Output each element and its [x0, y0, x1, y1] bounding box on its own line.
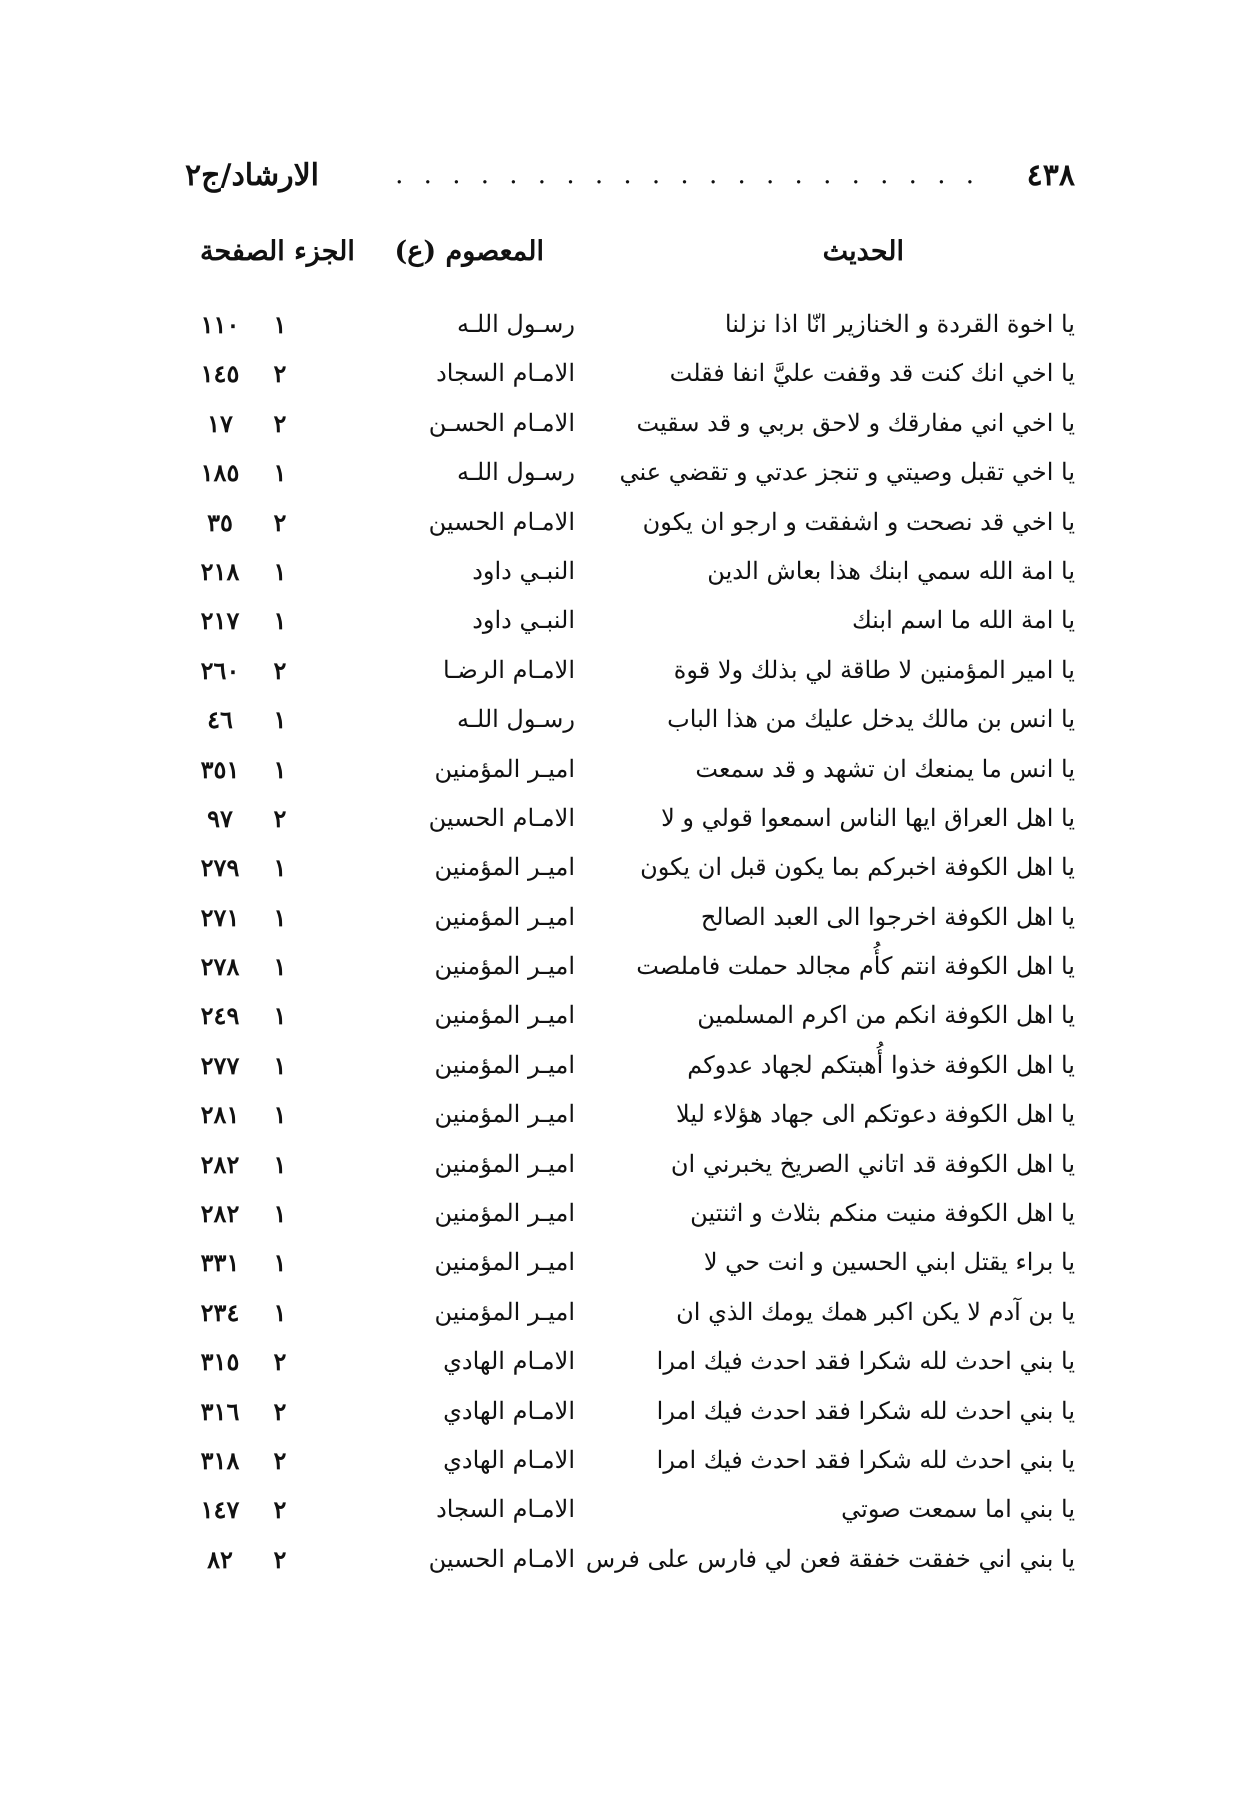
- hadith-text: يا اخي انك كنت قد وقفت عليَّ انفا فقلت: [669, 359, 1075, 388]
- volume-number: ١: [273, 1100, 287, 1130]
- column-header-person: المعصوم (ع): [394, 236, 544, 267]
- page-reference: ٩٧: [207, 803, 233, 833]
- column-header-part-page: الجزء الصفحة: [200, 236, 355, 267]
- infallible-name: رسـول اللـه: [456, 310, 575, 338]
- table-row: [180, 755, 1075, 804]
- hadith-text: يا اخوة القردة و الخنازير انّا اذا نزلنا: [724, 310, 1075, 338]
- volume-number: ٢: [273, 1396, 287, 1426]
- volume-number: ٢: [273, 1445, 287, 1475]
- page-reference: ١٨٥: [200, 458, 240, 488]
- hadith-text: يا اهل الكوفة خذوا أُهبتكم لجهاد عدوكم: [687, 1050, 1075, 1079]
- volume-number: ١: [273, 1297, 287, 1327]
- page-reference: ٢٧١: [200, 902, 240, 932]
- page-reference: ٢٧٨: [200, 952, 240, 982]
- table-row: [180, 1248, 1075, 1297]
- table-row: [180, 310, 1075, 359]
- running-head: [185, 158, 1075, 206]
- infallible-name: اميـر المؤمنين: [434, 1050, 575, 1079]
- table-row: [180, 1051, 1075, 1100]
- table-row: [180, 1545, 1075, 1594]
- hadith-text: يا بني اني خفقت خفقة فعن لي فارس على فرس: [585, 1544, 1075, 1573]
- volume-number: ١: [273, 606, 287, 636]
- hadith-text: يا اخي قد نصحت و اشفقت و ارجو ان يكون: [642, 507, 1075, 536]
- column-header-hadith: الحديث: [822, 236, 904, 267]
- page-reference: ٣٣١: [200, 1248, 240, 1278]
- infallible-name: اميـر المؤمنين: [434, 902, 575, 931]
- page-reference: ٢١٧: [200, 606, 240, 636]
- page-reference: ٣٥١: [200, 754, 240, 784]
- volume-number: ٢: [273, 803, 287, 833]
- volume-number: ٢: [273, 1347, 287, 1377]
- hadith-text: يا اهل الكوفة منيت منكم بثلاث و اثنتين: [690, 1199, 1075, 1228]
- table-row: [180, 952, 1075, 1001]
- table-row: [180, 656, 1075, 705]
- page-reference: ٢٨١: [200, 1100, 240, 1130]
- hadith-text: يا اهل الكوفة قد اتاني الصريخ يخبرني ان: [670, 1149, 1075, 1178]
- infallible-name: اميـر المؤمنين: [434, 1001, 575, 1030]
- table-row: [180, 359, 1075, 408]
- infallible-name: النبـي داود: [472, 556, 575, 585]
- page-reference: ١٧: [207, 408, 233, 438]
- infallible-name: النبـي داود: [472, 606, 575, 635]
- infallible-name: الامـام الحسين: [428, 803, 575, 832]
- volume-number: ١: [273, 853, 287, 883]
- table-row: [180, 804, 1075, 853]
- infallible-name: اميـر المؤمنين: [434, 1199, 575, 1228]
- hadith-text: يا امة الله سمي ابنك هذا بعاش الدين: [707, 556, 1075, 585]
- table-row: [180, 1446, 1075, 1495]
- volume-number: ١: [273, 1149, 287, 1179]
- page-reference: ٢٧٩: [200, 853, 240, 883]
- table-row: [180, 1347, 1075, 1396]
- volume-number: ١: [273, 1248, 287, 1278]
- page-reference: ٢٦٠: [200, 655, 240, 685]
- page-reference: ١٤٧: [200, 1495, 240, 1525]
- volume-number: ٢: [273, 655, 287, 685]
- volume-number: ١: [273, 1050, 287, 1080]
- volume-number: ١: [273, 556, 287, 586]
- infallible-name: رسـول اللـه: [456, 458, 575, 487]
- index-table: [180, 310, 1075, 1594]
- table-row: [180, 853, 1075, 902]
- hadith-text: يا اهل الكوفة اخرجوا الى العبد الصالح: [700, 902, 1075, 931]
- hadith-text: يا اهل الكوفة اخبركم بما يكون قبل ان يكون: [640, 853, 1075, 882]
- volume-number: ١: [273, 310, 287, 339]
- page-reference: ٢٣٤: [200, 1297, 240, 1327]
- page-number: ٤٣٨: [1026, 158, 1075, 193]
- table-row: [180, 705, 1075, 754]
- infallible-name: اميـر المؤمنين: [434, 1149, 575, 1178]
- infallible-name: الامـام الهادي: [443, 1347, 575, 1376]
- infallible-name: اميـر المؤمنين: [434, 1248, 575, 1277]
- table-row: [180, 508, 1075, 557]
- page-reference: ٣٥: [207, 507, 233, 537]
- hadith-text: يا امة الله ما اسم ابنك: [851, 606, 1075, 635]
- hadith-text: يا بني احدث لله شكرا فقد احدث فيك امرا: [656, 1445, 1075, 1474]
- infallible-name: الامـام الرضـا: [443, 655, 575, 684]
- infallible-name: اميـر المؤمنين: [434, 1297, 575, 1326]
- infallible-name: الامـام الحسـن: [428, 408, 575, 437]
- page-reference: ٣١٥: [200, 1347, 240, 1377]
- hadith-text: يا بن آدم لا يكن اكبر همك يومك الذي ان: [676, 1297, 1075, 1326]
- hadith-text: يا براء يقتل ابني الحسين و انت حي لا: [703, 1248, 1075, 1277]
- hadith-text: يا انس بن مالك يدخل عليك من هذا الباب: [667, 705, 1075, 734]
- book-title: الارشاد/ج٢: [185, 158, 320, 193]
- table-row: [180, 557, 1075, 606]
- page-reference: ١٤٥: [200, 359, 240, 389]
- hadith-text: يا امير المؤمنين لا طاقة لي بذلك ولا قوة: [673, 655, 1075, 684]
- volume-number: ١: [273, 1001, 287, 1031]
- infallible-name: اميـر المؤمنين: [434, 754, 575, 783]
- volume-number: ١: [273, 754, 287, 784]
- page-reference: ٨٢: [207, 1544, 233, 1574]
- volume-number: ٢: [273, 408, 287, 438]
- infallible-name: رسـول اللـه: [456, 705, 575, 734]
- page-reference: ٣١٨: [200, 1445, 240, 1475]
- hadith-text: يا اهل الكوفة انتم كأُم مجالد حملت فاملصت: [636, 952, 1075, 981]
- volume-number: ٢: [273, 359, 287, 389]
- page-reference: ١١٠: [200, 310, 240, 339]
- page-reference: ٢٤٩: [200, 1001, 240, 1031]
- page-reference: ٢١٨: [200, 556, 240, 586]
- volume-number: ١: [273, 952, 287, 982]
- table-row: [180, 1495, 1075, 1544]
- infallible-name: الامـام السجاد: [436, 359, 575, 388]
- volume-number: ١: [273, 902, 287, 932]
- hadith-text: يا اخي اني مفارقك و لاحق بربي و قد سقيت: [636, 408, 1075, 437]
- table-row: [180, 1199, 1075, 1248]
- page-reference: ٣١٦: [200, 1396, 240, 1426]
- infallible-name: الامـام الحسين: [428, 1544, 575, 1573]
- volume-number: ١: [273, 705, 287, 735]
- hadith-text: يا اهل الكوفة دعوتكم الى جهاد هؤلاء ليلا: [676, 1100, 1075, 1129]
- page-reference: ٤٦: [207, 705, 233, 735]
- table-row: [180, 1150, 1075, 1199]
- table-row: [180, 458, 1075, 507]
- table-row: [180, 606, 1075, 655]
- infallible-name: اميـر المؤمنين: [434, 1100, 575, 1129]
- infallible-name: الامـام السجاد: [436, 1495, 575, 1524]
- hadith-text: يا بني احدث لله شكرا فقد احدث فيك امرا: [656, 1396, 1075, 1425]
- infallible-name: الامـام الهادي: [443, 1445, 575, 1474]
- infallible-name: الامـام الحسين: [428, 507, 575, 536]
- volume-number: ١: [273, 458, 287, 488]
- table-row: [180, 1298, 1075, 1347]
- infallible-name: الامـام الهادي: [443, 1396, 575, 1425]
- hadith-text: يا اهل الكوفة انكم من اكرم المسلمين: [697, 1001, 1075, 1030]
- table-row: [180, 903, 1075, 952]
- page-reference: ٢٨٢: [200, 1199, 240, 1229]
- hadith-text: يا اخي تقبل وصيتي و تنجز عدتي و تقضي عني: [619, 458, 1075, 487]
- table-row: [180, 409, 1075, 458]
- volume-number: ٢: [273, 1495, 287, 1525]
- hadith-text: يا بني اما سمعت صوتي: [841, 1495, 1075, 1524]
- infallible-name: اميـر المؤمنين: [434, 952, 575, 981]
- volume-number: ٢: [273, 1544, 287, 1574]
- hadith-text: يا اهل العراق ايها الناس اسمعوا قولي و لا: [661, 803, 1075, 832]
- table-row: [180, 1001, 1075, 1050]
- page-reference: ٢٧٧: [200, 1050, 240, 1080]
- hadith-text: يا انس ما يمنعك ان تشهد و قد سمعت: [695, 754, 1075, 783]
- leader-dots: . . . . . . . . . . . . . . . . . . . . .: [395, 160, 980, 190]
- table-row: [180, 1397, 1075, 1446]
- infallible-name: اميـر المؤمنين: [434, 853, 575, 882]
- volume-number: ٢: [273, 507, 287, 537]
- volume-number: ١: [273, 1199, 287, 1229]
- page-reference: ٢٨٢: [200, 1149, 240, 1179]
- hadith-text: يا بني احدث لله شكرا فقد احدث فيك امرا: [656, 1347, 1075, 1376]
- table-row: [180, 1100, 1075, 1149]
